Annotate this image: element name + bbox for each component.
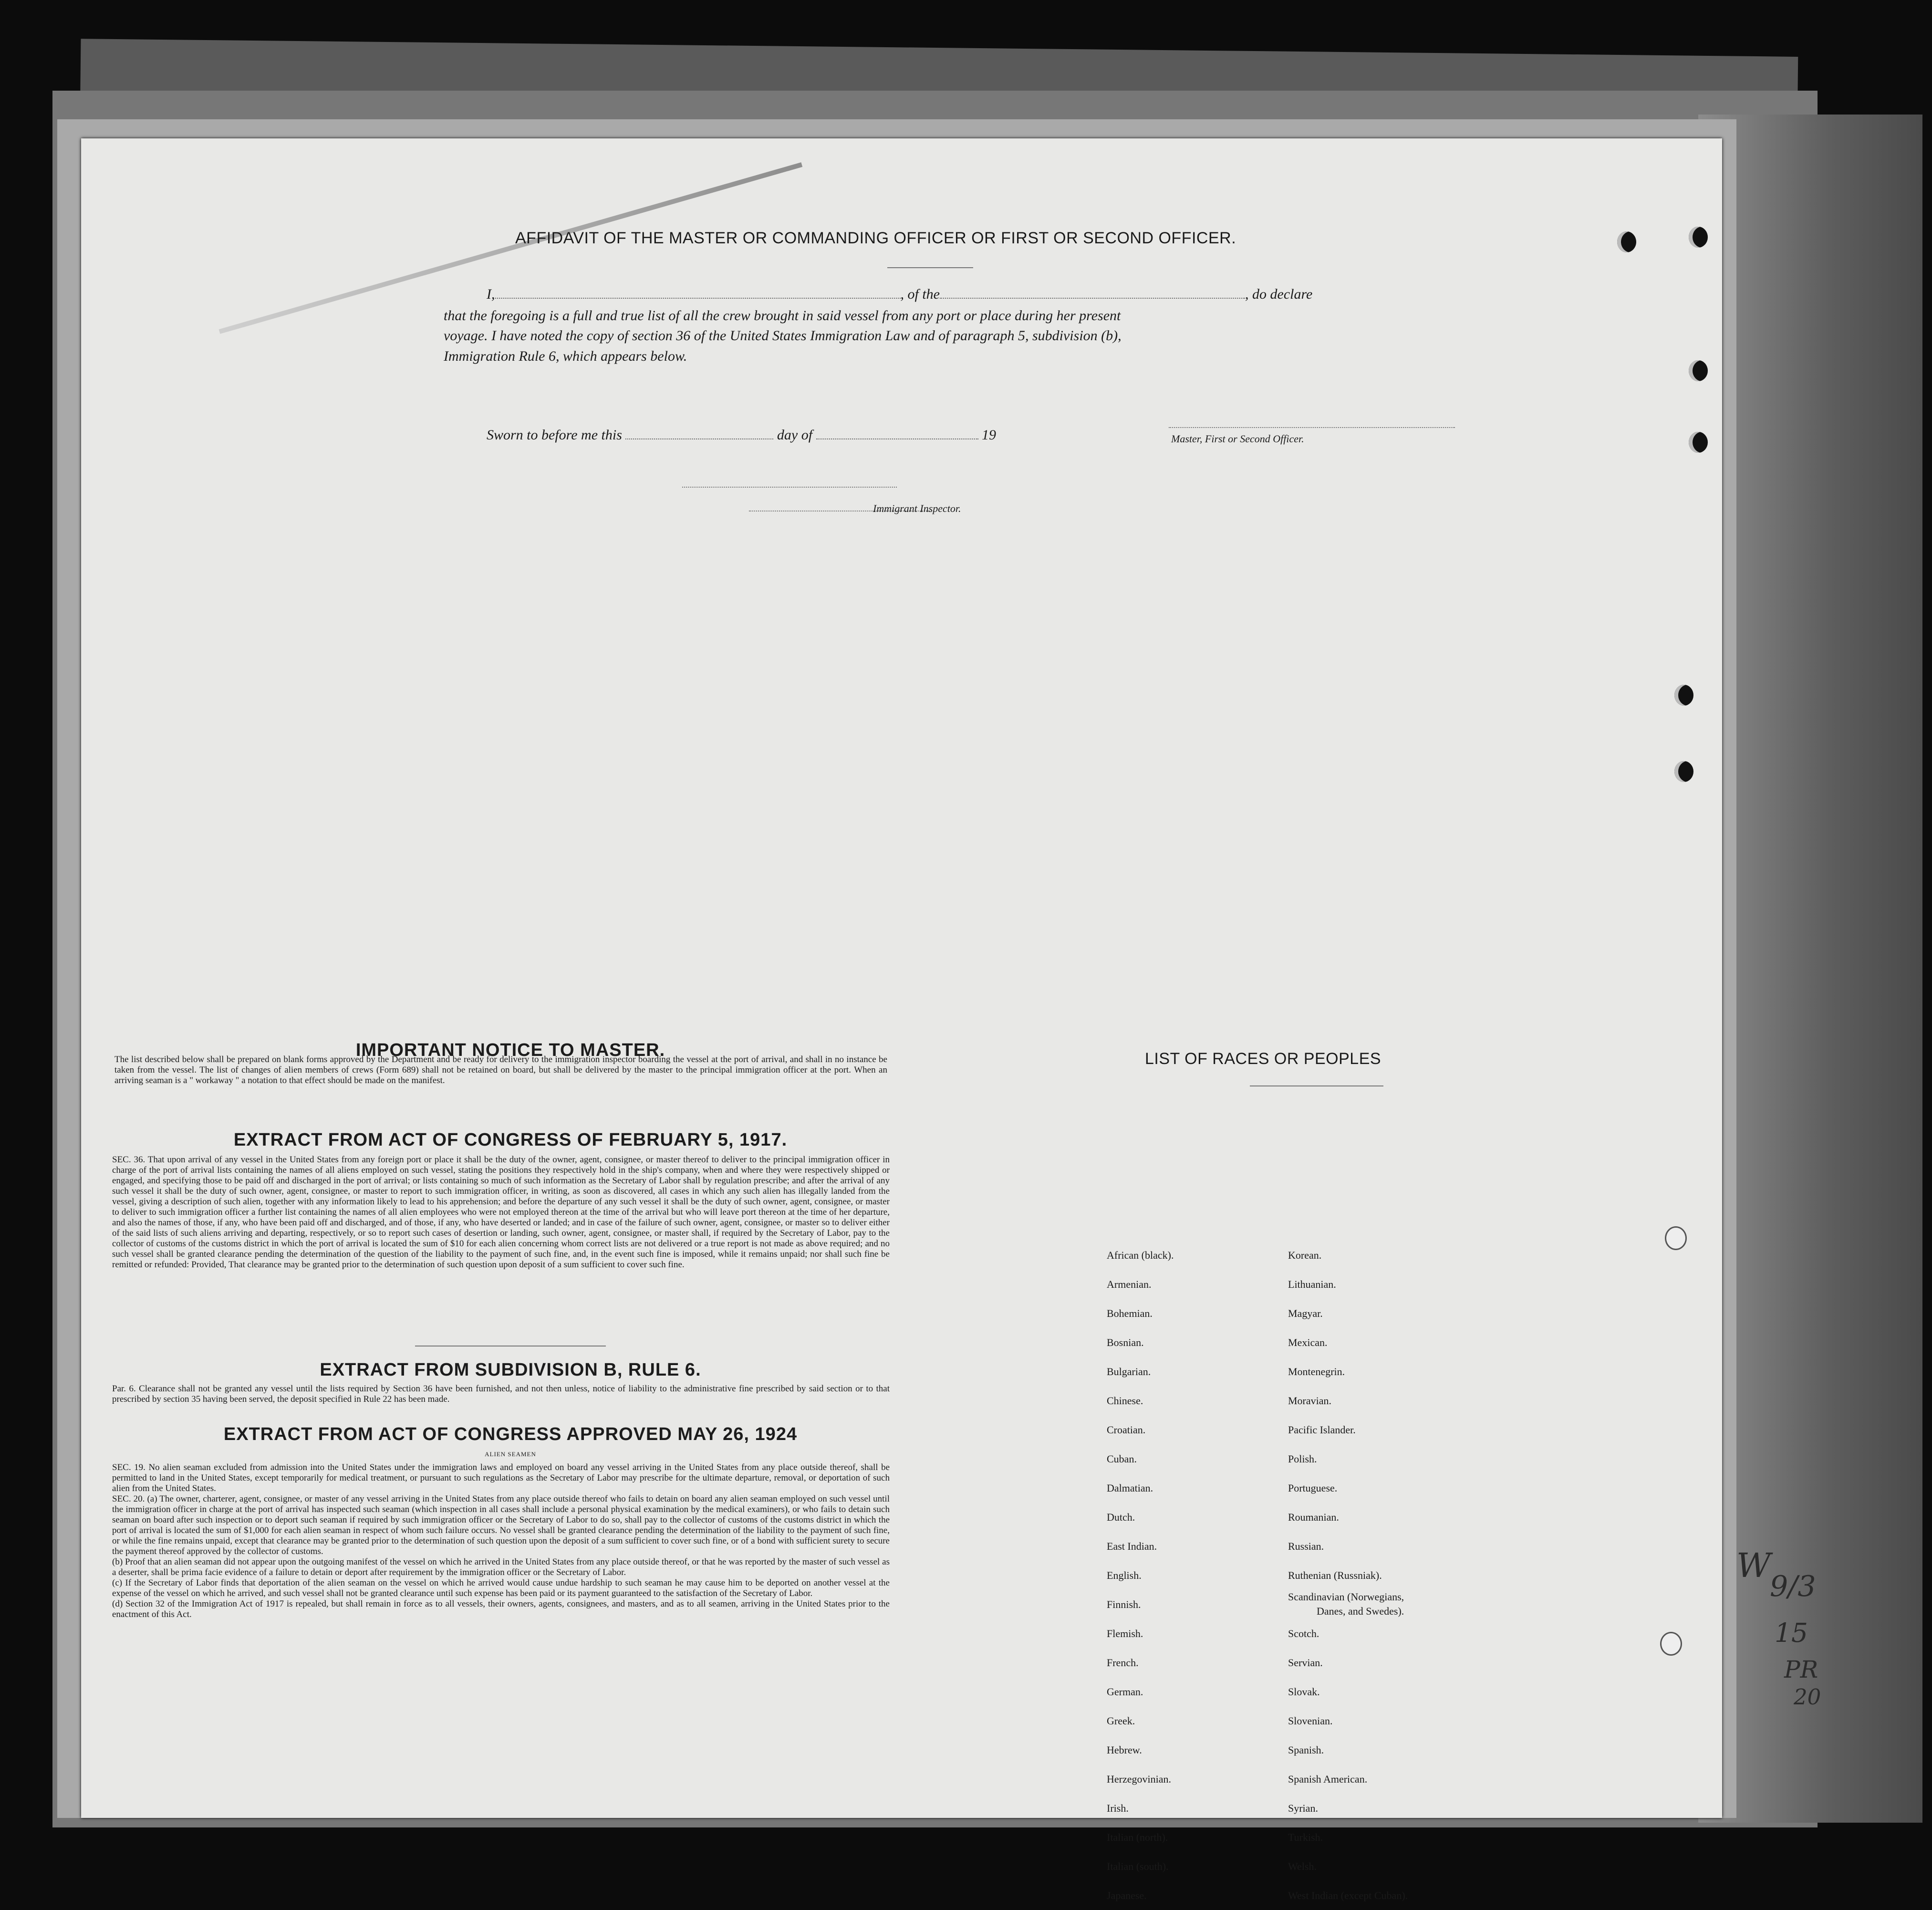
race-item: Turkish. [1288,1831,1323,1843]
extract-1924-subtitle: ALIEN SEAMEN [485,1451,536,1458]
document-page [81,138,1722,1901]
handwritten-note: PR [1784,1656,1818,1683]
race-item: Roumanian. [1288,1511,1339,1523]
extract-1924-body [112,1462,890,1620]
sworn-prefix: Sworn to before me this [487,427,622,443]
day-blank [625,438,773,439]
race-item: East Indian. [1107,1540,1157,1552]
race-item: Chinese. [1107,1395,1143,1407]
races-title: LIST OF RACES OR PEOPLES [1145,1050,1381,1068]
sworn-day-of: day of [777,427,813,443]
sworn-year: 19 [982,427,997,443]
sec-20c: (c) If the Secretary of Labor finds that deportation of the alien seaman on the vessel on which he arrived would cause undue hardship to such seaman he may cause him to be deported on another vessel at the expense of the vessel on which he arrived, and such vessel shall not be granted clearance until such expense has been paid or its payment guaranteed to the satisfaction of the Secretary of Labor. [112,1578,890,1598]
punch-hole [1665,1226,1687,1250]
race-item: Spanish. [1288,1744,1324,1756]
race-item: Welsh. [1288,1860,1317,1872]
race-item: Lithuanian. [1288,1278,1336,1290]
race-item: Bosnian. [1107,1336,1144,1348]
sec-19: SEC. 19. No alien seaman excluded from admission into the United States under the immigration laws and employed on board any vessel arriving in the United States from any place outside thereof, shall be permitted to land in the United States, except temporarily for medical treatment, or pursuant to such regulations as the Secretary of Labor may prescribe for the ultimate departure, removal, or deportation of such alien from the United States. [112,1462,890,1493]
punch-hole [1674,761,1693,782]
race-item: Portuguese. [1288,1482,1338,1494]
inspector-signature-caption: Immigrant Inspector. [873,502,961,514]
race-item: Slovenian. [1288,1715,1333,1727]
race-item: French. [1107,1657,1139,1669]
race-item: Servian. [1288,1657,1323,1669]
race-item: Slovak. [1288,1686,1320,1698]
extract-1917-title: EXTRACT FROM ACT OF CONGRESS OF FEBRUARY 5, 1917. [233,1130,788,1150]
punch-hole [1689,432,1708,453]
races-left-column [1107,1241,1174,1910]
name-blank [495,298,901,299]
master-signature-caption: Master, First or Second Officer. [1171,433,1304,445]
notice-title: IMPORTANT NOTICE TO MASTER. [355,1040,665,1060]
race-item: Mexican. [1288,1336,1328,1348]
race-item: Italian (south). [1107,1860,1169,1872]
race-item: Flemish. [1107,1628,1143,1639]
extract-rule6-body: Par. 6. Clearance shall not be granted any vessel until the lists required by Section 36 have been furnished, and not then unless, notice of liability to the administrative fine prescribed by said section or to that prescribed by section 35 having been served, the deposit specified in Rule 22 has been made. [112,1384,890,1404]
race-item: Croatian. [1107,1424,1146,1436]
affidavit-title: AFFIDAVIT OF THE MASTER OR COMMANDING OFFICER OR FIRST OR SECOND OFFICER. [515,229,1236,247]
handwritten-note: W [1736,1546,1771,1585]
punch-hole [1689,227,1708,248]
race-item: West Indian (except Cuban). [1288,1889,1408,1901]
affidavit-i: I, [487,286,495,302]
race-item: Bohemian. [1107,1307,1153,1319]
race-item: Moravian. [1288,1395,1332,1407]
affidavit-line-4: Immigration Rule 6, which appears below. [444,348,687,364]
race-item: Finnish. [1107,1598,1141,1610]
race-item: Polish. [1288,1453,1317,1465]
race-item [1288,1590,1408,1619]
races-right-column [1288,1241,1408,1910]
extract-1917-body: SEC. 36. That upon arrival of any vessel in the United States from any foreign port or place it shall be the duty of the owner, agent, consignee, or master thereof to deliver to the principal immigration officer in charge of the port of arrival lists containing the names of all aliens employed on such vessel, stating the positions they respectively hold in the ship's company, when and where they were respectively shipped or engaged, and specifying those to be paid off and discharged in the port of arrival; or lists containing so much of such information as the Secretary of Labor shall by regulation prescribe; and after the arrival of any such vessel it shall be the duty of such owner, agent, consignee, or master to report to such immigration officer, in writing, as soon as discovered, all cases in which any such alien has illegally landed from the vessel, giving a description of such alien, together with any information likely to lead to his apprehension; and before the departure of any such vessel it shall be the duty of such owner, agent, consignee, or master to deliver to such immigration officer a further list containing the names of all alien employees who were not employed thereon at the time of the arrival but who will leave port thereon at the time of her departure, and also the names of those, if any, who have been paid off and discharged, and of those, if any, who have deserted or landed; and in case of the failure of such owner, agent, consignee, or master so to deliver either of the said lists of such aliens arriving and departing, respectively, or so to report such cases of desertion or landing, such owner, agent, consignee, or master shall, if required by the Secretary of Labor, pay to the collector of customs of the customs district in which the port of arrival is located the sum of $10 for each alien concerning whom correct lists are not delivered or a true report is not made as above required; and no such vessel shall be granted clearance pending the determination of the question of the liability to the payment of such fine, and, in the event such fine is imposed, while it remains unpaid; nor shall such fine be remitted or refunded: Provided, That clearance may be granted prior to the determination of such question upon deposit of a sum sufficient to cover such fine. [112,1155,890,1270]
race-item: Bulgarian. [1107,1366,1151,1378]
race-item: Ruthenian (Russniak). [1288,1569,1382,1581]
race-item: Dutch. [1107,1511,1135,1523]
race-item-line: Scandinavian (Norwegians, [1288,1591,1404,1603]
sec-20b: (b) Proof that an alien seaman did not appear upon the outgoing manifest of the vessel on which he arrived in the United States from any place outside thereof, or that he was reported by the master of such vessel as a deserter, shall be prima facie evidence of a failure to detain or deport after requirement by the immigration officer or the Secretary of Labor. [112,1557,890,1577]
master-signature-line [1169,427,1455,428]
sworn-line [487,427,996,443]
race-item: Italian (north). [1107,1831,1168,1843]
race-item: Montenegrin. [1288,1366,1345,1378]
handwritten-note: 15 [1775,1618,1808,1648]
date-underline [682,487,897,488]
vessel-blank [940,298,1245,299]
race-item-line: Danes, and Swedes). [1317,1605,1404,1617]
affidavit-line-3: voyage. I have noted the copy of section 36 of the United States Immigration Law and of paragraph 5, subdivision (b), [444,328,1122,344]
race-item: Korean. [1288,1249,1322,1261]
punch-hole [1674,685,1693,706]
race-item: English. [1107,1569,1142,1581]
race-item: Dalmatian. [1107,1482,1153,1494]
race-item: Japanese. [1107,1889,1147,1901]
affidavit-line-1 [487,286,1312,303]
sec-20d: (d) Section 32 of the Immigration Act of 1917 is repealed, but shall remain in force as to all vessels, their owners, agents, consignees, and masters, and as to all seamen, arriving in the United States prior to the enactment of this Act. [112,1599,890,1619]
punch-hole [1689,360,1708,381]
month-blank [816,438,978,439]
race-item: Magyar. [1288,1307,1323,1319]
punch-hole [1660,1632,1682,1656]
race-item: German. [1107,1686,1143,1698]
race-item: Hebrew. [1107,1744,1142,1756]
race-item: Armenian. [1107,1278,1152,1290]
divider [887,267,973,268]
handwritten-note: 20 [1794,1684,1821,1710]
race-item: Spanish American. [1288,1773,1368,1785]
punch-hole [1617,231,1636,252]
race-item: Scotch. [1288,1628,1319,1639]
race-item: Russian. [1288,1540,1324,1552]
race-item: Pacific Islander. [1288,1424,1356,1436]
race-item: Cuban. [1107,1453,1137,1465]
extract-1924-title: EXTRACT FROM ACT OF CONGRESS APPROVED MAY 26, 1924 [223,1424,798,1444]
race-item: Syrian. [1288,1802,1318,1814]
notice-body: The list described below shall be prepared on blank forms approved by the Department and be ready for delivery to the immigration inspector boarding the vessel at the port of arrival, and shall in no instance be taken from the vessel. The list of changes of alien members of crews (Form 689) shall not be retained on board, but shall be delivered by the master to the principal immigration officer at the port. When an arriving seaman is a " workaway " a notation to that effect should be made on the manifest. [114,1054,887,1085]
race-item: African (black). [1107,1249,1174,1261]
race-item: Herzegovinian. [1107,1773,1171,1785]
race-item: Irish. [1107,1802,1129,1814]
handwritten-note: 9/3 [1770,1570,1816,1603]
race-item: Greek. [1107,1715,1135,1727]
affidavit-of-the: , of the [900,286,940,302]
sec-20a: SEC. 20. (a) The owner, charterer, agent, consignee, or master of any vessel arriving in the United States from any place outside thereof who fails to detain on board any alien seaman employed on such vessel until the immigration officer in charge at the port of arrival has inspected such seaman (which inspection in all cases shall include a personal physical examination by the medical examiners), or who fails to detain such seaman on board after such inspection or to deport such seaman if required by such immigration officer or the Secretary of Labor to do so, shall pay to the collector of customs of the customs district in which the port of arrival is located the sum of $1,000 for each alien seaman in respect of whom such failure occurs. No vessel shall be granted clearance pending the determination of the liability to the payment of such fine, or while the fine remains unpaid, except that clearance may be granted prior to the determination of such question upon the deposit of a sum sufficient to cover such fine, or of a bond with sufficient surety to secure the payment thereof approved by the collector of customs. [112,1494,890,1556]
affidavit-declare: , do declare [1245,286,1313,302]
affidavit-line-2: that the foregoing is a full and true list of all the crew brought in said vessel from any port or place during her present [444,308,1121,324]
extract-rule6-title: EXTRACT FROM SUBDIVISION B, RULE 6. [320,1360,701,1380]
divider [1250,1085,1383,1086]
